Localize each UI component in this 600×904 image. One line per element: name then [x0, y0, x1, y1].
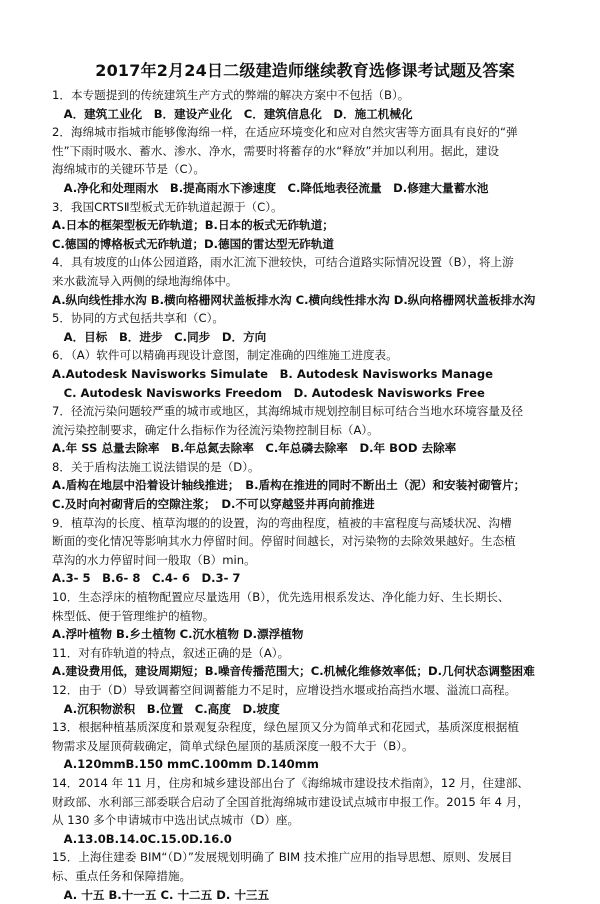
answer-options-line: A.日本的框架型板无砟轨道；B.日本的板式无砟轨道； [52, 218, 334, 233]
question-text-line: 财政部、水利部三部委联合启动了全国首批海绵城市建设试点城市申报工作。2015 年 4 月， [52, 794, 529, 809]
answer-options-line: C.及时向衬砌背后的空隙注浆； D.不可以穿越竖井再向前推进 [52, 497, 375, 512]
answer-options-line: A.浮叶植物 B.乡土植物 C.沉水植物 D.漂浮植物 [52, 627, 304, 642]
answer-options-line: A.纵向线性排水沟 B.横向格栅网状盖板排水沟 C.横向线性排水沟 D.纵向格栅网状盖板排水沟 [52, 292, 536, 307]
question-text-line: 3．我国CRTSⅡ型板式无砟轨道起源于（C）。 [52, 199, 283, 214]
question-text-line: 11．对有砟轨道的特点，叙述正确的是（A）。 [52, 645, 290, 660]
answer-options-line: A.净化和处理雨水 B.提高雨水下渗速度 C.降低地表径流量 D.修建大量蓄水池 [52, 180, 489, 195]
question-text-line: 株型低、便于管理维护的植物。 [52, 608, 215, 623]
question-list [52, 86, 558, 904]
answer-options-line: A.年 SS 总量去除率 B.年总氮去除率 C.年总磷去除率 D.年 BOD 去除率 [52, 441, 457, 456]
question-text-line: 12．由于（D）导致调蓄空间调蓄能力不足时，应增设挡水堰或抬高挡水堰、溢流口高程。 [52, 683, 517, 697]
answer-options-line: A．建筑工业化 B．建设产业化 C．建筑信息化 D．施工机械化 [52, 106, 413, 121]
question-text-line: 来水截流导入两侧的绿地海绵体中。 [52, 273, 238, 288]
question-text-line: 断面的变化情况等影响其水力停留时间。停留时间越长，对污染物的去除效果越好。生态植 [52, 534, 516, 549]
question-text-line: 2．海绵城市指城市能够像海绵一样，在适应环境变化和应对自然灾害等方面具有良好的“弹 [52, 125, 518, 140]
answer-options-line: C.德国的博格板式无砟轨道；D.德国的雷达型无砟轨道 [52, 236, 335, 251]
question-text-line: 5．协同的方式包括共享和（C）。 [52, 311, 224, 326]
answer-options-line: A．目标 B．进步 C.同步 D．方向 [52, 329, 267, 344]
question-text-line: 10．生态浮床的植物配置应尽量选用（B），优先选用根系发达、净化能力好、生长期长、 [52, 590, 510, 605]
question-text-line: 1．本专题提到的传统建筑生产方式的弊端的解决方案中不包括（B）。 [52, 88, 410, 102]
answer-options-line: A.13.0B.14.0C.15.0D.16.0 [52, 831, 232, 846]
answer-options-line: A.建设费用低，建设周期短；B.噪音传播范围大；C.机械化维修效率低；D.几何状态调整困难 [52, 664, 535, 679]
answer-options-line: A.120mmB.150 mmC.100mm D.140mm [52, 757, 319, 772]
question-text-line: 流污染控制要求，确定什么指标作为径流污染物控制目标（A）。 [52, 422, 379, 437]
answer-options-line: A.Autodesk Navisworks Simulate B. Autodesk Navisworks Manage [52, 366, 494, 381]
question-text-line: 15．上海住建委 BIM“（D）”发展规划明确了 BIM 技术推广应用的指导思想、原则、发展目 [52, 850, 513, 865]
question-text-line: 7．径流污染问题较严重的城市或地区，其海绵城市规划控制目标可结合当地水环境容量及径 [52, 404, 524, 419]
question-text-line: 性”下雨时吸水、蓄水、渗水、净水，需要时将蓄存的水“释放”并加以利用。据此，建设 [52, 143, 499, 158]
question-text-line: 标、重点任务和保障措施。 [52, 868, 192, 883]
question-text-line: 海绵城市的关键环节是（C）。 [52, 162, 206, 177]
document-title: 2017年2月24日二级建造师继续教育选修课考试题及答案 [95, 61, 515, 80]
answer-options-line: A.3- 5 B.6- 8 C.4- 6 D.3- 7 [52, 571, 241, 586]
question-text-line: 从 130 多个申请城市中选出试点城市（D）座。 [52, 813, 300, 828]
question-text-line: 6．（A）软件可以精确再现设计意图，制定准确的四维施工进度表。 [52, 348, 398, 363]
question-text-line: 4．具有坡度的山体公园道路，雨水汇流下泄较快，可结合道路实际情况设置（B），将上游 [52, 255, 514, 270]
answer-options-line: A.沉积物淤积 B.位置 C.高度 D.坡度 [52, 701, 280, 716]
question-text-line: 物需求及屋顶荷载确定，简单式绿色屋顶的基质深度一般不大于（B）。 [52, 738, 414, 753]
answer-options-line: A. 十五 B.十一五 C. 十二五 D. 十三五 [52, 887, 270, 902]
question-text-line: 8．关于盾构法施工说法错误的是（D）。 [52, 459, 260, 474]
question-text-line: 13．根据种植基质深度和景观复杂程度，绿色屋顶又分为简单式和花园式，基质深度根据植 [52, 720, 519, 735]
question-text-line: 草沟的水力停留时间一般取（B）min。 [52, 552, 256, 567]
question-text-line: 9．植草沟的长度、植草沟堰的的设置，沟的弯曲程度，植被的丰富程度与高矮状况、沟槽 [52, 515, 512, 530]
answer-options-line: C. Autodesk Navisworks Freedom D. Autodesk Navisworks Free [52, 385, 485, 400]
question-text-line: 14．2014 年 11 月，住房和城乡建设部出台了《海绵城市建设技术指南》，12 月，住建部、 [52, 775, 529, 790]
answer-options-line: A.盾构在地层中沿着设计轴线推进； B.盾构在推进的同时不断出土（泥）和安装衬砌管片； [52, 478, 526, 493]
